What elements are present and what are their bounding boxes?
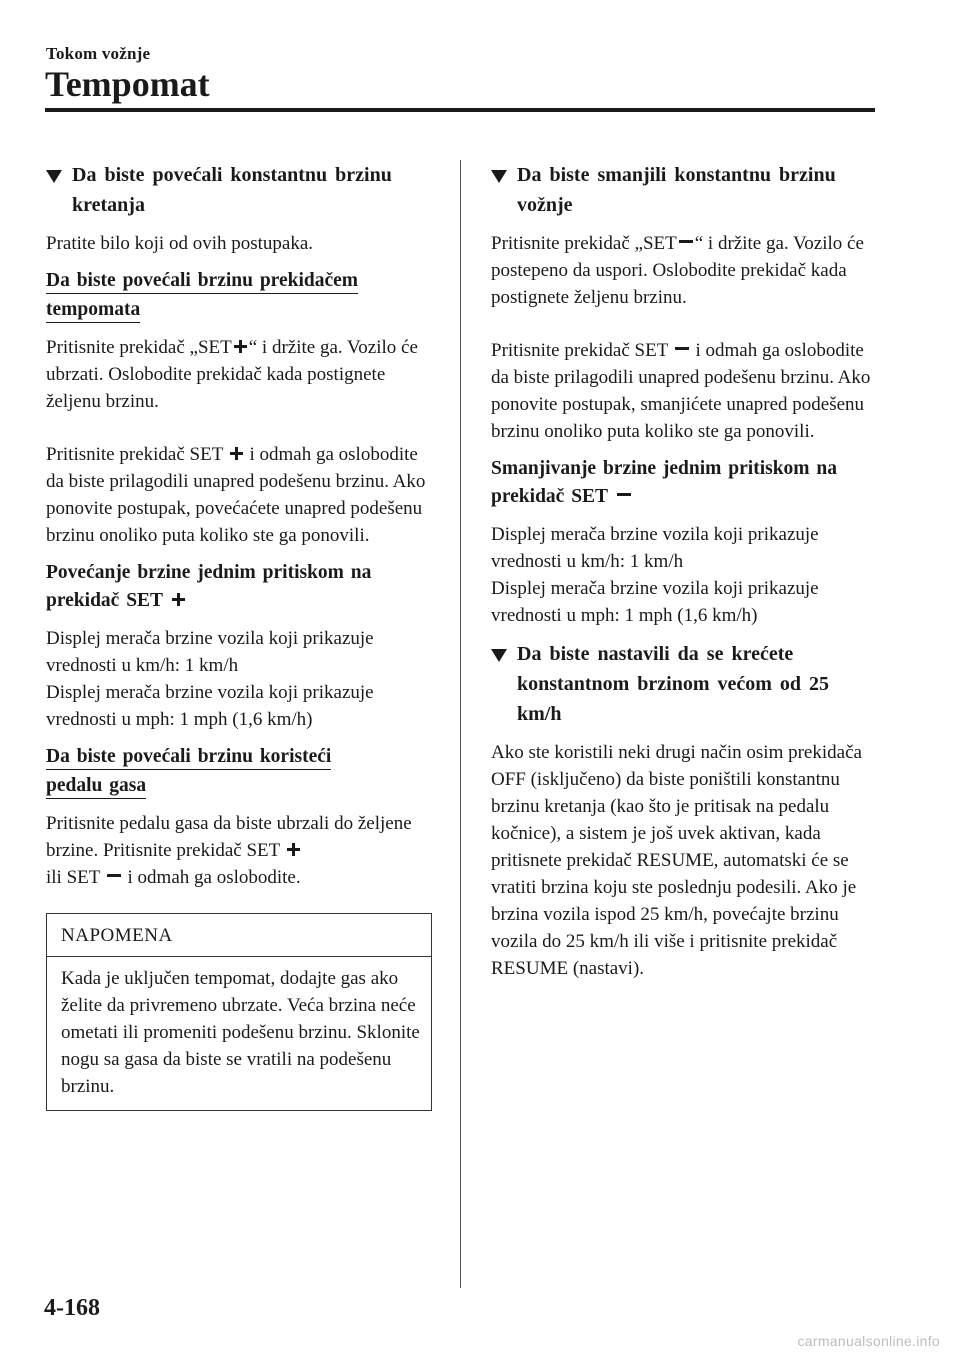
section-heading-increase-speed: Da biste povećali konstantnu brzinu kretanja (46, 160, 432, 220)
column-divider (460, 160, 461, 1288)
triangle-bullet-icon (46, 170, 62, 183)
paragraph-accelerator: Pritisnite pedalu gasa da biste ubrzali do željene brzine. Pritisnite prekidač SET ili SET i odmah ga oslobodite. (46, 813, 412, 888)
section-heading-decrease-speed: Da biste smanjili konstantnu brzinu vožnje (491, 160, 877, 220)
paragraph-tap-set-plus: Pritisnite prekidač SET i odmah ga oslobodite da biste prilagodili unapred podešenu brzinu. Ako ponovite postupak, povećaćete unapred podešenu brzinu onoliko puta koliko ste ga ponovili. (46, 444, 426, 546)
paragraph-hold-set-minus: Pritisnite prekidač „SET “ i držite ga. Vozilo će postepeno da uspori. Oslobodite prekidač kada postignete željenu brzinu. (491, 233, 864, 308)
triangle-bullet-icon (491, 649, 507, 662)
paragraph-hold-set-plus: Pritisnite prekidač „SET “ i držite ga. Vozilo će ubrzati. Oslobodite prekidač kada postignete željenu brzinu. (46, 337, 418, 412)
minus-icon (617, 493, 631, 496)
subheading-one-press-decrease: Smanjivanje brzine jednim pritiskom na prekidač SET (491, 458, 838, 507)
kmh-decrement-text: Displej merača brzine vozila koji prikazuje vrednosti u km/h: 1 km/h (491, 524, 819, 572)
minus-icon (107, 874, 121, 877)
paragraph-tap-set-minus: Pritisnite prekidač SET i odmah ga oslobodite da biste prilagodili unapred podešenu brzinu. Ako ponovite postupak, smanjićete unapred podešenu brzinu onoliko puta koliko ste ga ponovili. (491, 340, 871, 442)
plus-icon (234, 340, 247, 353)
mph-decrement-text: Displej merača brzine vozila koji prikazuje vrednosti u mph: 1 mph (1,6 km/h) (491, 578, 819, 626)
minus-icon (679, 240, 693, 243)
plus-icon (230, 447, 243, 460)
section-heading-resume-speed: Da biste nastavili da se krećete konstantnom brzinom većom od 25 km/h (491, 639, 877, 729)
running-header: Tokom vožnje (46, 44, 151, 63)
triangle-bullet-icon (491, 170, 507, 183)
note-title: NAPOMENA (47, 914, 431, 957)
site-watermark: carmanualsonline.info (797, 1333, 940, 1349)
right-column (491, 160, 877, 992)
plus-icon (287, 843, 300, 856)
title-rule (45, 108, 875, 112)
plus-icon (172, 593, 185, 606)
left-column (46, 160, 432, 1111)
note-body: Kada je uključen tempomat, dodajte gas ako želite da privremeno ubrzate. Veća brzina neće ometati ili promeniti podešenu brzinu. Sklonite nogu sa gasa da biste se vratili na podešenu brzinu. (61, 968, 420, 1097)
paragraph-resume: Ako ste koristili neki drugi način osim prekidača OFF (isključeno) da biste poništili konstantnu brzinu kretanja (kao što je pritisak na pedalu kočnice), a sistem je još uvek aktivan, kada pritisnete prekidač RESUME, automatski će se vratiti brzina koju ste poslednju podesili. Ako je brzina vozila ispod 25 km/h, povećajte brzinu vozila do 25 km/h ili više i pritisnite prekidač RESUME (nastavi). (491, 742, 862, 979)
minus-icon (675, 347, 689, 350)
intro-text: Pratite bilo koji od ovih postupaka. (46, 233, 314, 254)
page-number: 4-168 (44, 1295, 100, 1321)
subheading-switch-increase: Da biste povećali brzinu prekidačem tempomata (46, 267, 432, 324)
page-title: Tempomat (45, 64, 210, 104)
mph-increment-text: Displej merača brzine vozila koji prikazuje vrednosti u mph: 1 mph (1,6 km/h) (46, 682, 374, 730)
note-box (46, 913, 432, 1111)
subheading-one-press-increase: Povećanje brzine jednim pritiskom na prekidač SET (46, 562, 372, 611)
subheading-accelerator-pedal: Da biste povećali brzinu koristeći pedalu gasa (46, 743, 432, 800)
kmh-increment-text: Displej merača brzine vozila koji prikazuje vrednosti u km/h: 1 km/h (46, 628, 374, 676)
